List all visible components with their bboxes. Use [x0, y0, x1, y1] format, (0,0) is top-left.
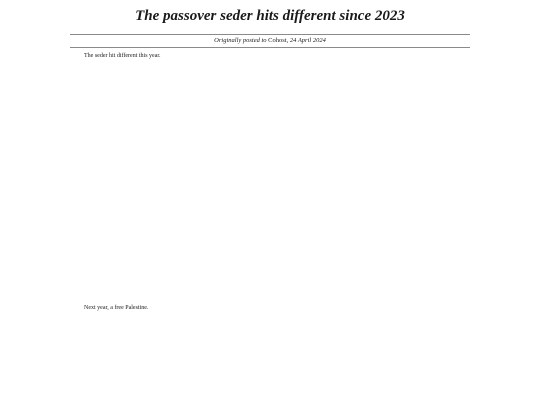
posted-line [0, 37, 540, 44]
paragraph-opening: The seder hit different this year. [84, 53, 161, 59]
title-divider [70, 34, 470, 35]
posted-date: , 24 April 2024 [286, 37, 326, 44]
posted-site: Cohost [268, 37, 287, 44]
posted-divider [70, 47, 470, 48]
paragraph-closing: Next year, a free Palestine. [84, 305, 149, 311]
posted-prefix: Originally posted to [214, 37, 267, 44]
page-title: The passover seder hits different since 2023 [135, 8, 405, 24]
